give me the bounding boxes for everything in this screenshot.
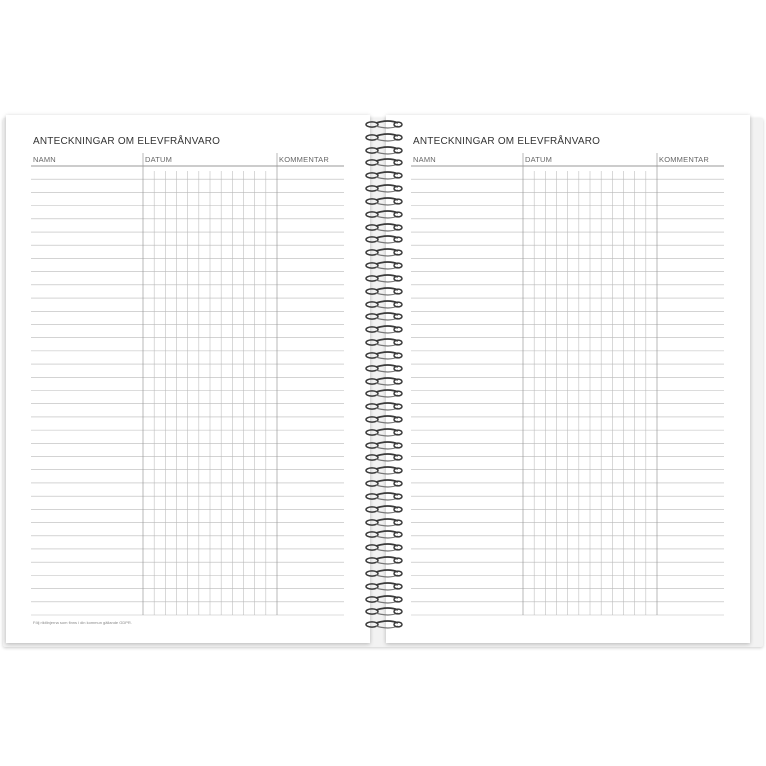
spiral-ring-icon (364, 133, 404, 142)
spiral-ring-icon (364, 582, 404, 591)
spiral-ring-icon (364, 248, 404, 257)
spiral-ring-icon (364, 569, 404, 578)
column-header-date: DATUM (525, 155, 553, 164)
right-page (386, 115, 750, 643)
spiral-ring-icon (364, 312, 404, 321)
spiral-ring-icon (364, 505, 404, 514)
spiral-ring-icon (364, 261, 404, 270)
spiral-ring-icon (364, 607, 404, 616)
spiral-ring-icon (364, 274, 404, 283)
spiral-ring-icon (364, 146, 404, 155)
gdpr-footnote: Följ riktlinjerna som finns i din kommun gällande GDPR. (33, 620, 132, 625)
spiral-ring-icon (364, 171, 404, 180)
column-header-name: NAMN (413, 155, 436, 164)
attendance-grid (6, 115, 370, 643)
spiral-ring-icon (364, 338, 404, 347)
spiral-ring-icon (364, 530, 404, 539)
spiral-ring-icon (364, 428, 404, 437)
spiral-ring-icon (364, 120, 404, 129)
spiral-ring-icon (364, 364, 404, 373)
column-header-date: DATUM (145, 155, 173, 164)
page-title: ANTECKNINGAR OM ELEVFRÅNVARO (413, 136, 601, 147)
spiral-ring-icon (364, 300, 404, 309)
page-title: ANTECKNINGAR OM ELEVFRÅNVARO (33, 136, 221, 147)
spiral-ring-icon (364, 479, 404, 488)
left-page (6, 115, 370, 643)
column-header-name: NAMN (33, 155, 56, 164)
spiral-binding (361, 120, 407, 640)
spiral-ring-icon (364, 466, 404, 475)
spiral-ring-icon (364, 210, 404, 219)
spiral-ring-icon (364, 287, 404, 296)
spiral-ring-icon (364, 197, 404, 206)
spiral-ring-icon (364, 223, 404, 232)
spiral-ring-icon (364, 351, 404, 360)
column-header-comment: KOMMENTAR (659, 155, 709, 164)
spiral-ring-icon (364, 556, 404, 565)
spiral-ring-icon (364, 518, 404, 527)
spiral-ring-icon (364, 543, 404, 552)
spiral-ring-icon (364, 325, 404, 334)
spiral-ring-icon (364, 389, 404, 398)
attendance-grid (386, 115, 750, 643)
spiral-ring-icon (364, 235, 404, 244)
spiral-ring-icon (364, 595, 404, 604)
spiral-ring-icon (364, 184, 404, 193)
column-header-comment: KOMMENTAR (279, 155, 329, 164)
spiral-ring-icon (364, 415, 404, 424)
spiral-ring-icon (364, 377, 404, 386)
spiral-ring-icon (364, 620, 404, 629)
spiral-ring-icon (364, 441, 404, 450)
spiral-ring-icon (364, 158, 404, 167)
spiral-ring-icon (364, 402, 404, 411)
spiral-ring-icon (364, 492, 404, 501)
spiral-ring-icon (364, 453, 404, 462)
